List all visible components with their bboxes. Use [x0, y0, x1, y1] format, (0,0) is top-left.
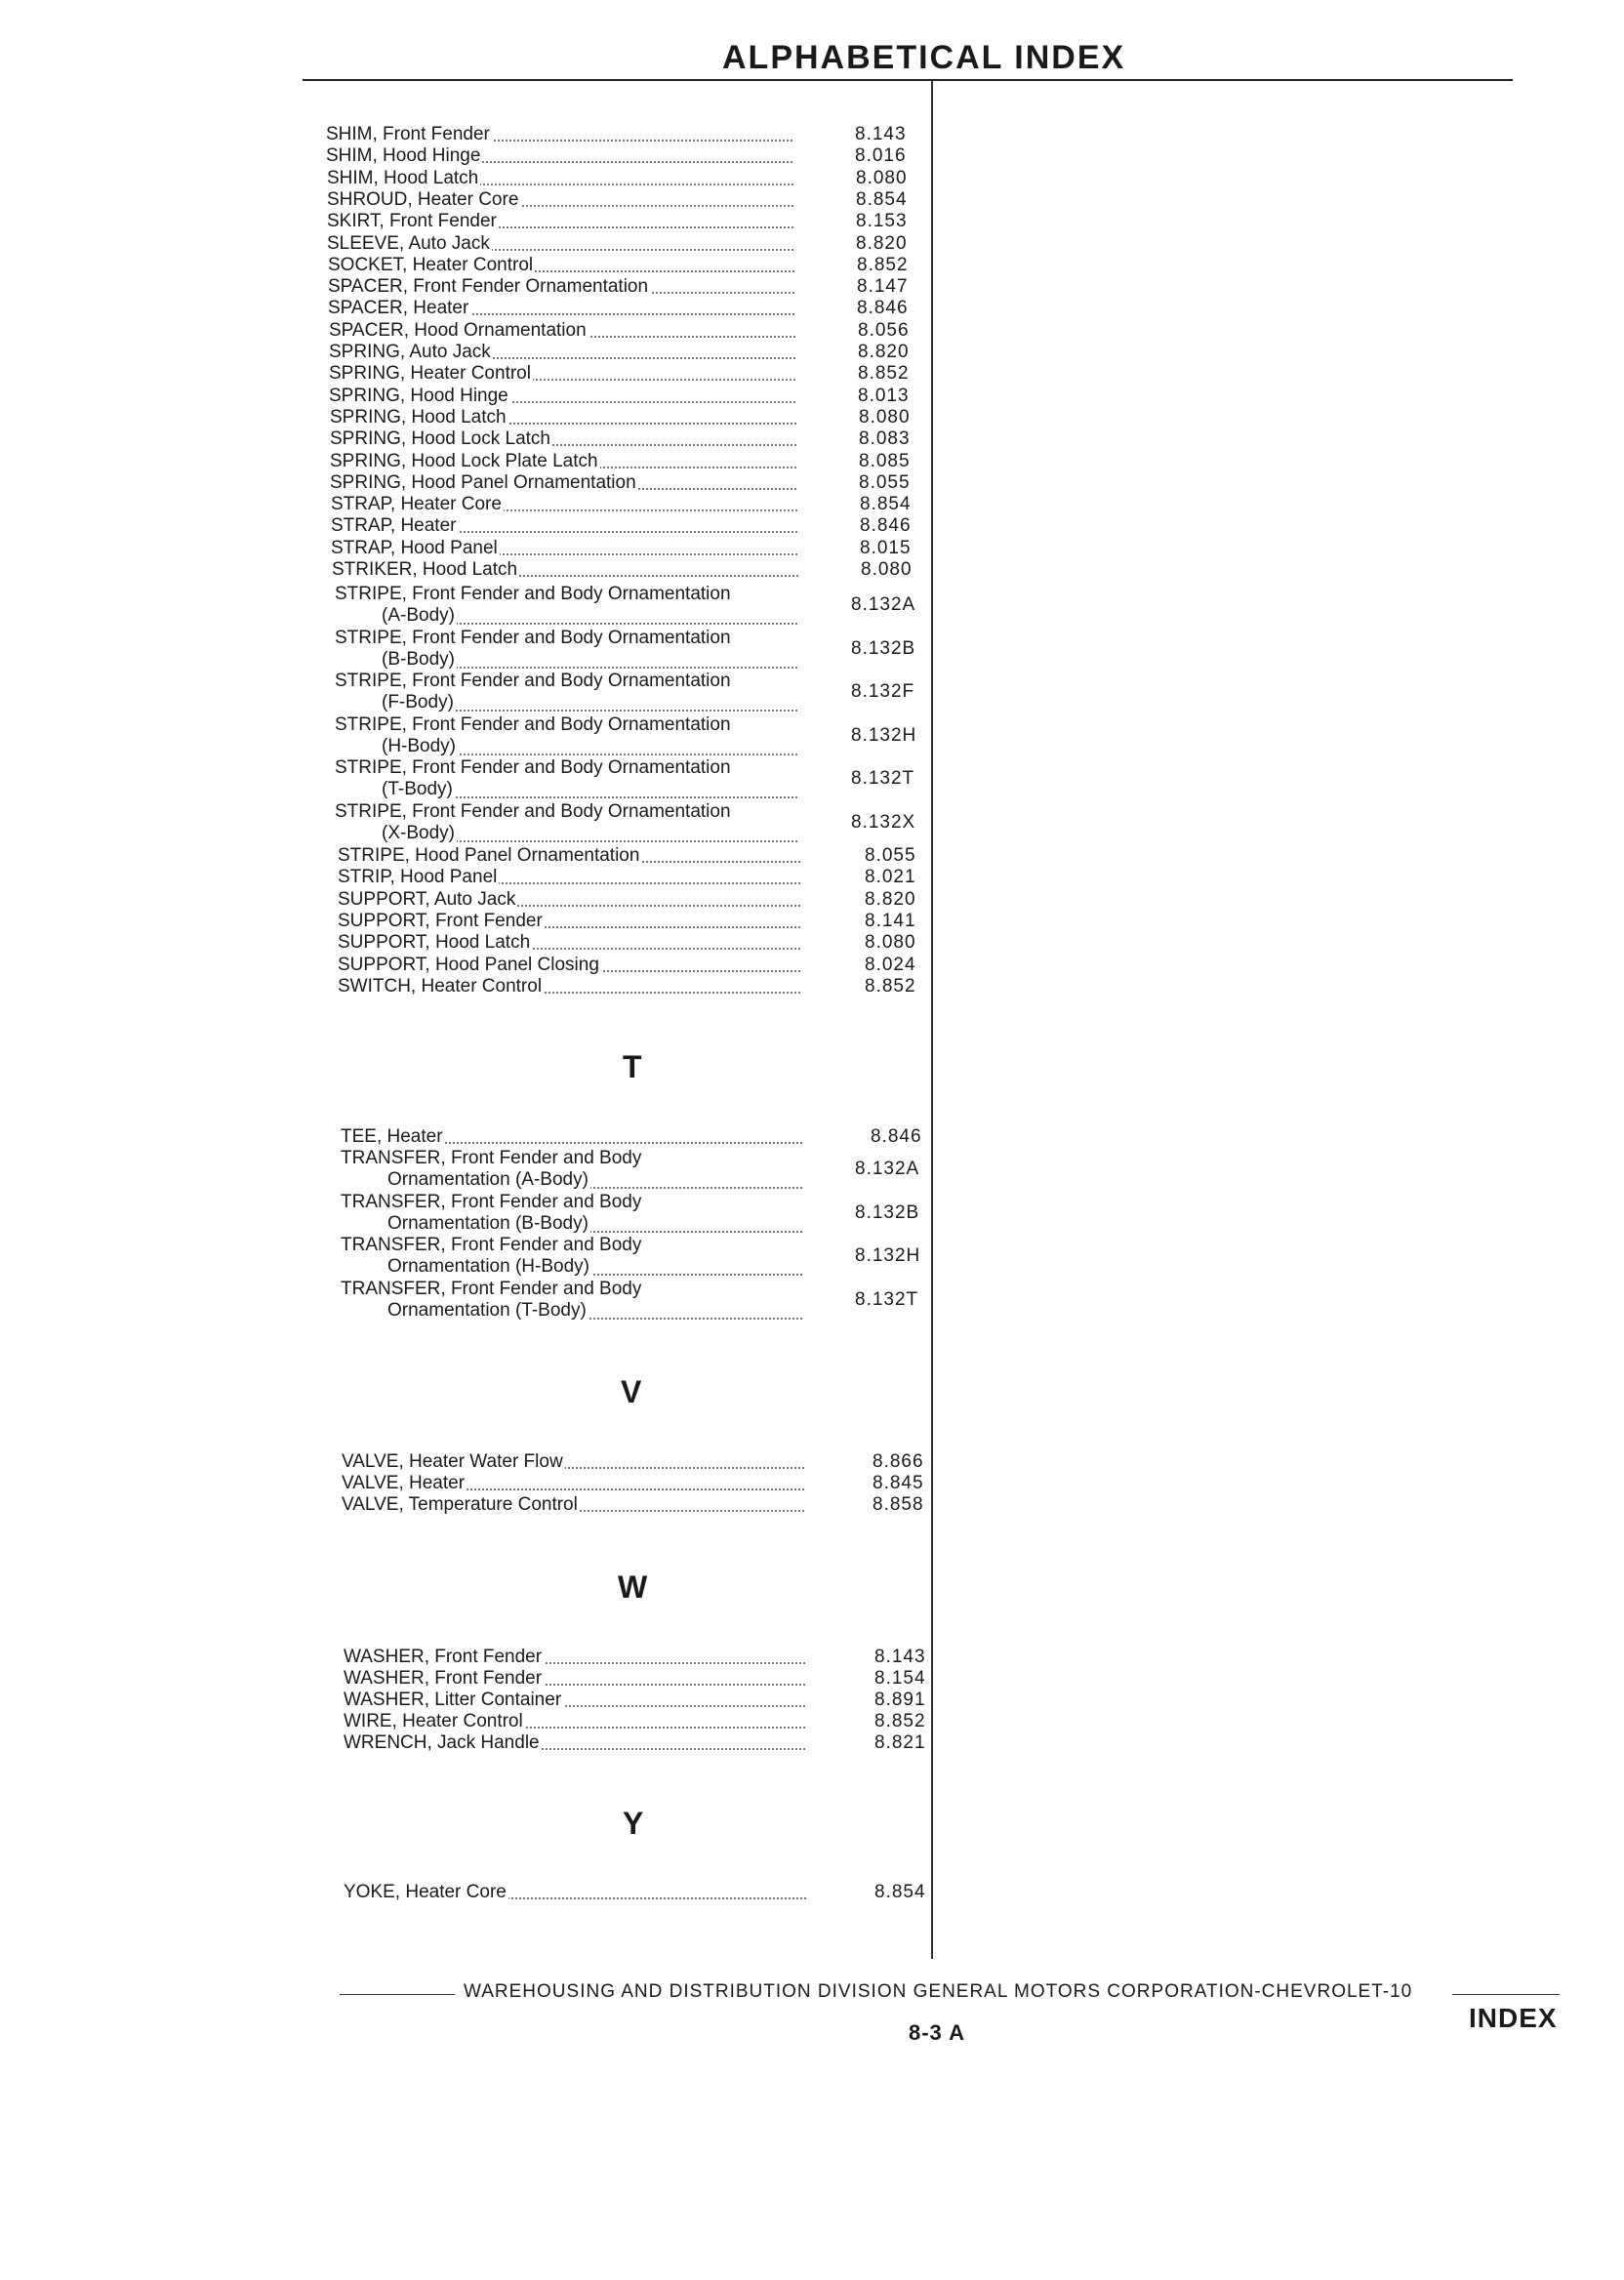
entry-page: 8.845 [873, 1473, 924, 1493]
entry-label-continued: (F-Body) [382, 692, 454, 713]
entry-label: VALVE, Temperature Control [342, 1494, 578, 1515]
index-entry-multiline [341, 1235, 953, 1278]
entry-page: 8.820 [858, 342, 910, 362]
entry-label-continued: (A-Body) [382, 605, 455, 626]
entry-label: STRIPE, Hood Panel Ornamentation [338, 845, 640, 866]
entry-label: STRIPE, Front Fender and Body Ornamentation [335, 584, 731, 604]
entry-page: 8.854 [874, 1882, 926, 1902]
entry-label: SKIRT, Front Fender [327, 211, 497, 232]
entry-page: 8.132H [851, 724, 917, 746]
index-entry [327, 189, 944, 211]
entry-label: WASHER, Litter Container [344, 1690, 562, 1710]
index-entry [342, 1451, 960, 1473]
entry-label: TRANSFER, Front Fender and Body [341, 1278, 642, 1299]
entry-label-continued: (B-Body) [382, 648, 455, 670]
entry-page: 8.132H [855, 1245, 921, 1266]
index-entry-multiline [341, 1279, 953, 1322]
index-entry [328, 298, 945, 319]
index-entry [327, 168, 944, 189]
index-entry [330, 451, 947, 472]
index-entry-multiline [335, 801, 949, 844]
entry-label: STRIPE, Front Fender and Body Ornamentation [335, 801, 731, 822]
entry-page: 8.132B [851, 637, 916, 659]
entry-page: 8.132T [851, 768, 915, 790]
entry-label-continued: (H-Body) [382, 735, 457, 756]
index-entry [338, 932, 953, 954]
entry-page: 8.132F [851, 681, 915, 703]
section-letter: T [623, 1049, 642, 1084]
entry-label: SPRING, Auto Jack [329, 342, 491, 362]
entry-page: 8.820 [856, 232, 908, 254]
entry-page: 8.132X [851, 812, 916, 833]
entry-label: WRENCH, Jack Handle [344, 1732, 540, 1753]
entry-label: STRAP, Hood Panel [331, 537, 498, 558]
entry-page: 8.852 [858, 363, 910, 385]
entry-page: 8.080 [856, 167, 908, 188]
index-label: INDEX [1469, 2003, 1558, 2033]
entry-label: WASHER, Front Fender [344, 1668, 543, 1689]
entry-page: 8.015 [860, 537, 912, 558]
entry-page: 8.846 [857, 298, 909, 319]
index-entry [338, 867, 953, 888]
index-entry [342, 1473, 960, 1494]
entry-label: SPACER, Heater [328, 298, 469, 319]
footer-text: WAREHOUSING AND DISTRIBUTION DIVISION GENERAL MOTORS CORPORATION-CHEVROLET-10 [464, 1981, 1413, 2002]
entry-label: SHIM, Hood Hinge [326, 145, 481, 167]
entry-label: SHROUD, Heater Core [327, 188, 519, 210]
index-entry [327, 233, 944, 255]
entry-label: TRANSFER, Front Fender and Body [341, 1148, 642, 1168]
entry-label: VALVE, Heater [342, 1473, 466, 1493]
index-entry [331, 515, 948, 537]
entry-label: STRIPE, Front Fender and Body Ornamentation [335, 627, 731, 648]
entry-label: SOCKET, Heater Control [328, 254, 534, 275]
index-entry-multiline [335, 584, 949, 627]
index-entry-multiline [335, 628, 949, 671]
entry-page: 8.055 [865, 845, 916, 866]
entry-page: 8.080 [859, 406, 911, 428]
entry-label-continued: (T-Body) [382, 779, 453, 800]
index-entry [331, 494, 948, 515]
index-entry-multiline [341, 1192, 953, 1235]
entry-label: SPACER, Hood Ornamentation [329, 319, 587, 341]
footer-rule-left [340, 1994, 455, 1995]
index-entry [330, 407, 947, 428]
index-entry [330, 428, 947, 450]
index-entry [344, 1647, 962, 1668]
entry-page: 8.024 [865, 954, 916, 975]
entry-page: 8.132A [851, 594, 916, 615]
index-entry [329, 386, 946, 407]
entry-label: SWITCH, Heater Control [338, 975, 543, 997]
entry-page: 8.085 [859, 450, 911, 471]
entry-label: SLEEVE, Auto Jack [327, 232, 490, 254]
entry-label: YOKE, Heater Core [344, 1882, 507, 1902]
entry-page: 8.846 [860, 515, 912, 537]
entry-label-continued: (X-Body) [382, 823, 455, 843]
index-entry [328, 255, 945, 276]
entry-page: 8.141 [865, 910, 916, 931]
index-entry [338, 955, 953, 976]
entry-label: SPRING, Heater Control [329, 363, 531, 385]
entry-label: SPRING, Hood Lock Latch [330, 428, 550, 450]
entry-page: 8.080 [865, 932, 916, 954]
index-entry [342, 1494, 960, 1516]
entry-page: 8.132A [855, 1159, 920, 1179]
entry-page: 8.132T [855, 1288, 919, 1310]
entry-label: TEE, Heater [341, 1126, 443, 1147]
index-entry [327, 211, 944, 232]
entry-label: TRANSFER, Front Fender and Body [341, 1235, 642, 1255]
index-entry [344, 1690, 962, 1711]
index-entry [344, 1668, 962, 1690]
index-entry-multiline [335, 671, 949, 713]
entry-label: SUPPORT, Front Fender [338, 910, 543, 931]
entry-label: SPRING, Hood Lock Plate Latch [330, 450, 598, 471]
entry-page: 8.143 [874, 1647, 926, 1667]
entry-label: SPACER, Front Fender Ornamentation [328, 276, 649, 298]
entry-page: 8.854 [860, 494, 912, 515]
entry-label-continued: Ornamentation (T-Body) [387, 1299, 587, 1321]
entry-page: 8.080 [861, 559, 913, 580]
index-entry-multiline [341, 1148, 953, 1191]
entry-label: STRIPE, Front Fender and Body Ornamentation [335, 713, 731, 735]
entry-page: 8.891 [874, 1690, 926, 1710]
section-letter: V [621, 1374, 642, 1409]
entry-page: 8.154 [874, 1668, 926, 1689]
entry-label: SPRING, Hood Panel Ornamentation [330, 471, 636, 493]
index-entry-multiline [335, 757, 949, 800]
entry-page: 8.858 [873, 1494, 924, 1515]
entry-label: VALVE, Heater Water Flow [342, 1451, 563, 1472]
page-title: ALPHABETICAL INDEX [722, 39, 1126, 76]
entry-label: WIRE, Heater Control [344, 1711, 523, 1731]
entry-label: SPRING, Hood Latch [330, 406, 507, 428]
entry-label: STRIKER, Hood Latch [332, 559, 518, 580]
entry-label-continued: Ornamentation (H-Body) [387, 1256, 589, 1277]
entry-label: TRANSFER, Front Fender and Body [341, 1191, 642, 1212]
index-entry [332, 559, 949, 581]
entry-page: 8.132B [855, 1201, 920, 1223]
entry-page: 8.852 [865, 975, 916, 997]
index-entry [330, 472, 947, 494]
index-entry [329, 342, 946, 363]
index-entry [329, 363, 946, 385]
index-entry [331, 538, 948, 559]
entry-page: 8.846 [871, 1126, 922, 1147]
entry-page: 8.016 [855, 145, 907, 167]
entry-label: WASHER, Front Fender [344, 1647, 543, 1667]
footer-rule-right [1452, 1994, 1560, 1995]
entry-label: SHIM, Front Fender [326, 124, 490, 144]
index-entry [338, 845, 953, 867]
entry-label-continued: Ornamentation (B-Body) [387, 1212, 589, 1234]
entry-page: 8.153 [856, 211, 908, 232]
index-entry [338, 976, 953, 998]
entry-page: 8.820 [865, 888, 916, 910]
section-letter: W [618, 1569, 648, 1605]
entry-page: 8.143 [855, 124, 907, 144]
page-number: 8-3 A [909, 2020, 965, 2045]
index-entry-multiline [335, 714, 949, 757]
entry-page: 8.866 [873, 1451, 924, 1472]
entry-label: SUPPORT, Hood Panel Closing [338, 954, 599, 975]
index-entry [329, 320, 946, 342]
entry-label: SUPPORT, Hood Latch [338, 932, 531, 954]
index-entry [344, 1711, 962, 1732]
section-letter: Y [623, 1806, 644, 1841]
entry-label: SUPPORT, Auto Jack [338, 888, 516, 910]
entry-label: STRAP, Heater [331, 515, 457, 537]
entry-page: 8.821 [874, 1732, 926, 1753]
entry-page: 8.854 [856, 188, 908, 210]
index-entry [341, 1126, 958, 1148]
index-entry [326, 124, 943, 145]
entry-page: 8.852 [857, 254, 909, 275]
entry-page: 8.147 [857, 276, 909, 298]
entry-page: 8.021 [865, 867, 916, 888]
index-entry [344, 1882, 962, 1903]
entry-label: SPRING, Hood Hinge [329, 385, 508, 406]
index-entry [344, 1732, 962, 1754]
entry-page: 8.055 [859, 471, 911, 493]
entry-label-continued: Ornamentation (A-Body) [387, 1169, 589, 1190]
index-entry [326, 145, 943, 167]
entry-label: SHIM, Hood Latch [327, 167, 479, 188]
entry-label: STRIP, Hood Panel [338, 867, 498, 888]
entry-label: STRAP, Heater Core [331, 494, 502, 515]
entry-label: STRIPE, Front Fender and Body Ornamentation [335, 757, 731, 779]
entry-page: 8.013 [858, 385, 910, 406]
index-entry [338, 911, 953, 932]
entry-label: STRIPE, Front Fender and Body Ornamentation [335, 671, 731, 692]
entry-page: 8.056 [858, 319, 910, 341]
index-entry [338, 889, 953, 911]
index-entry [328, 276, 945, 298]
entry-page: 8.852 [874, 1711, 926, 1731]
entry-page: 8.083 [859, 428, 911, 450]
